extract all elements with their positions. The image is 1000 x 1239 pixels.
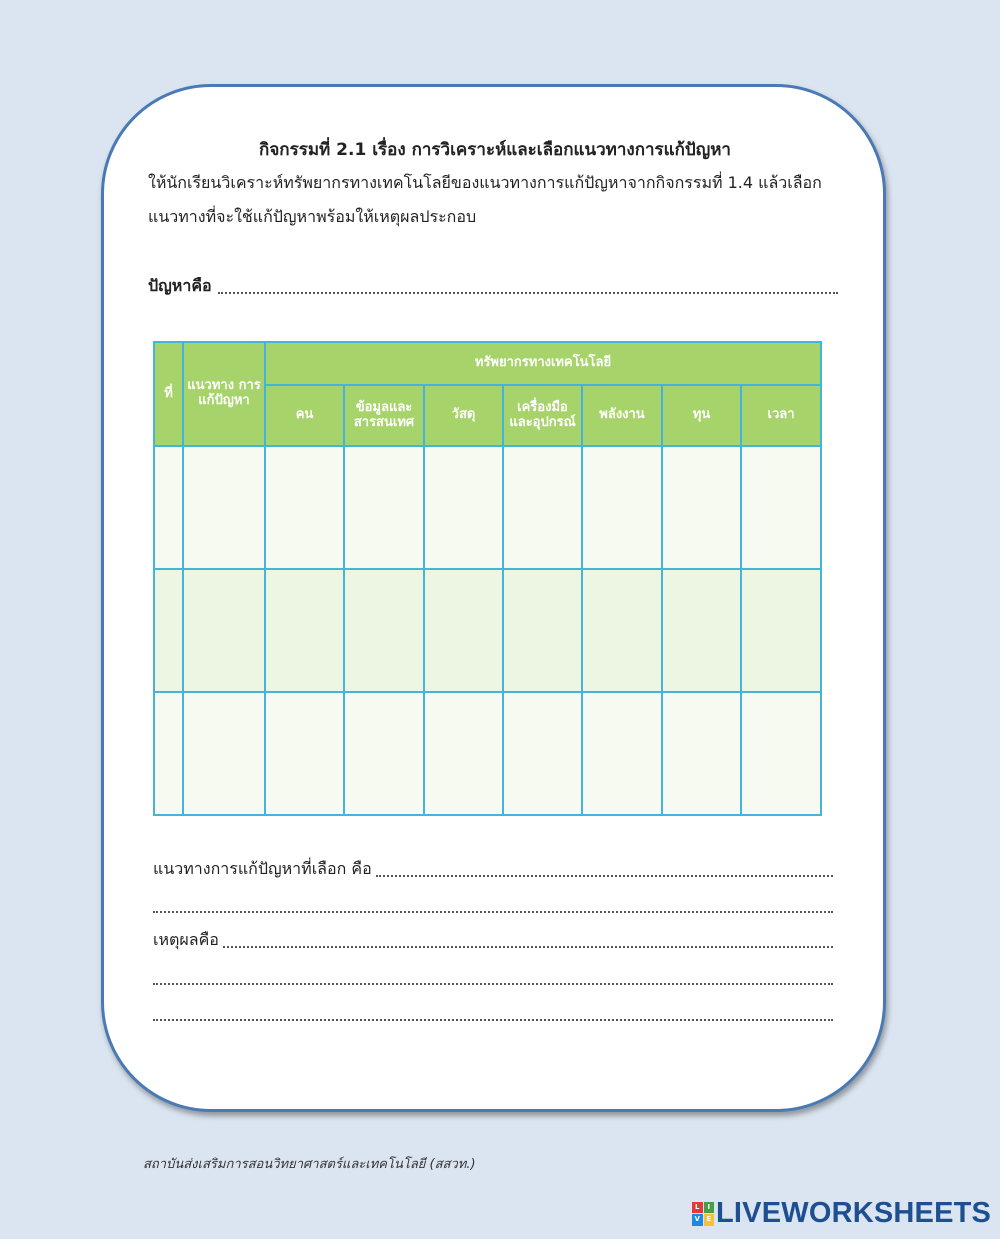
reason-label: เหตุผลคือ [153, 930, 219, 949]
problem-field[interactable] [148, 277, 838, 299]
header-materials: วัสดุ [424, 385, 503, 446]
answer-line[interactable] [153, 911, 833, 913]
answer-cell[interactable] [503, 692, 582, 815]
answer-cell[interactable] [582, 692, 662, 815]
table-row [154, 692, 821, 815]
answer-cell[interactable] [741, 692, 821, 815]
answer-cell[interactable] [154, 446, 183, 569]
answer-cell[interactable] [582, 569, 662, 692]
answer-cell[interactable] [265, 569, 344, 692]
liveworksheets-logo [692, 1197, 991, 1230]
instruction-line-2: แนวทางที่จะใช้แก้ปัญหาพร้อมให้เหตุผลประกอบ [148, 207, 477, 226]
ipst-credit: สถาบันส่งเสริมการสอนวิทยาศาสตร์และเทคโนโลยี (สสวท.) [143, 1157, 476, 1172]
header-tools: เครื่องมือ และอุปกรณ์ [503, 385, 582, 446]
answer-cell[interactable] [265, 692, 344, 815]
header-information: ข้อมูลและ สารสนเทศ [344, 385, 424, 446]
resource-table [153, 341, 822, 816]
chosen-approach-label: แนวทางการแก้ปัญหาที่เลือก คือ [153, 859, 372, 878]
table-row [154, 569, 821, 692]
answer-cell[interactable] [183, 446, 265, 569]
answer-cell[interactable] [503, 569, 582, 692]
answer-cell[interactable] [424, 569, 503, 692]
header-no: ที่ [154, 342, 183, 446]
chosen-approach-line-2[interactable] [153, 898, 833, 918]
header-capital: ทุน [662, 385, 741, 446]
answer-cell[interactable] [344, 569, 424, 692]
answer-cell[interactable] [662, 446, 741, 569]
brand-name: LIVEWORKSHEETS [716, 1197, 992, 1229]
activity-title: กิจกรรมที่ 2.1 เรื่อง การวิเคราะห์และเลือกแนวทางการแก้ปัญหา [259, 140, 731, 160]
reason-line-2[interactable] [153, 970, 833, 990]
answer-cell[interactable] [662, 692, 741, 815]
table-row [154, 446, 821, 569]
answer-cell[interactable] [154, 569, 183, 692]
answer-cell[interactable] [344, 692, 424, 815]
answer-cell[interactable] [424, 446, 503, 569]
answer-cell[interactable] [424, 692, 503, 815]
answer-cell[interactable] [154, 692, 183, 815]
answer-cell[interactable] [344, 446, 424, 569]
answer-cell[interactable] [183, 692, 265, 815]
chosen-approach-line[interactable] [376, 875, 833, 877]
header-approach: แนวทาง การ แก้ปัญหา [183, 342, 265, 446]
chosen-approach-field[interactable] [153, 859, 833, 882]
answer-cell[interactable] [741, 569, 821, 692]
header-energy: พลังงาน [582, 385, 662, 446]
answer-line[interactable] [153, 1019, 833, 1021]
problem-label: ปัญหาคือ [148, 276, 212, 295]
header-people: คน [265, 385, 344, 446]
liveworksheets-icon: L I V E [692, 1202, 714, 1226]
problem-answer-line[interactable] [218, 292, 838, 294]
reason-field[interactable] [153, 930, 833, 953]
reason-line-3[interactable] [153, 1006, 833, 1026]
answer-cell[interactable] [582, 446, 662, 569]
header-time: เวลา [741, 385, 821, 446]
reason-line[interactable] [223, 946, 833, 948]
instruction-line-1: ให้นักเรียนวิเคราะห์ทรัพยากรทางเทคโนโลยีของแนวทางการแก้ปัญหาจากกิจกรรมที่ 1.4 แล้วเลือก [148, 173, 822, 192]
answer-cell[interactable] [183, 569, 265, 692]
answer-cell[interactable] [662, 569, 741, 692]
header-resources-group: ทรัพยากรทางเทคโนโลยี [265, 342, 821, 385]
answer-cell[interactable] [741, 446, 821, 569]
answer-cell[interactable] [265, 446, 344, 569]
answer-line[interactable] [153, 983, 833, 985]
answer-cell[interactable] [503, 446, 582, 569]
